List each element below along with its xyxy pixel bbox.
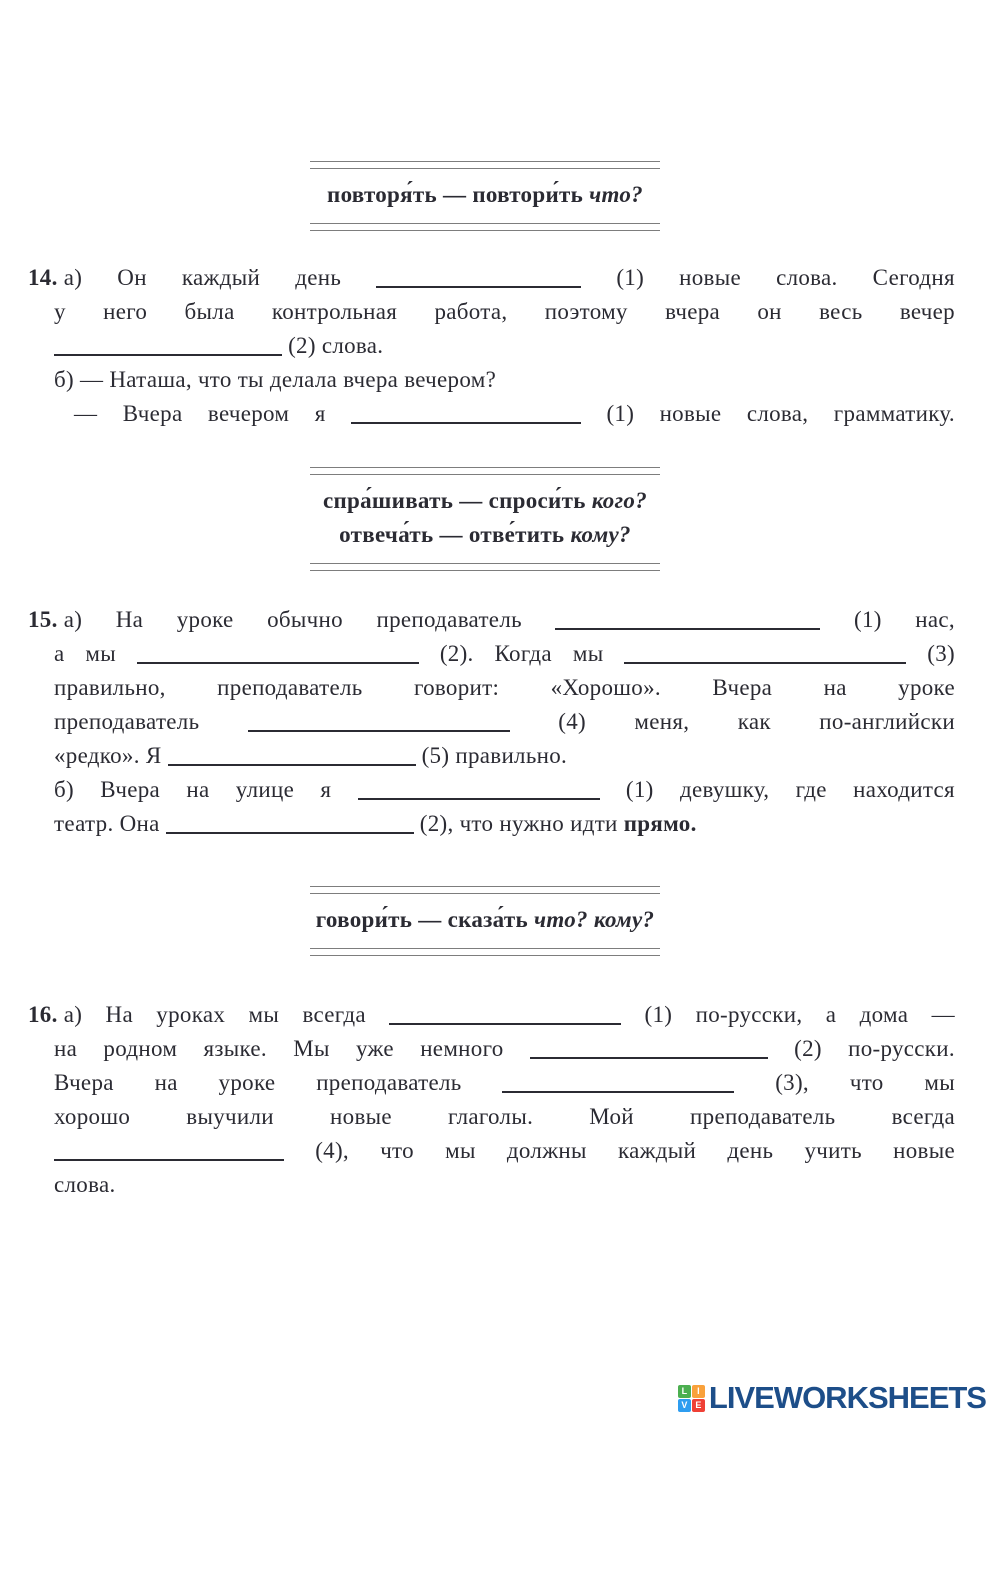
verb-pair: спра́шивать — спроси́ть: [322, 488, 586, 513]
word: находится: [853, 777, 955, 802]
exercise-line: [54, 1066, 955, 1100]
word: говорит:: [413, 675, 500, 700]
word: как: [737, 709, 771, 734]
word: слова,: [746, 401, 809, 426]
word: мы: [248, 1002, 280, 1027]
word: по-английски: [819, 709, 955, 734]
word: хорошо: [54, 1104, 131, 1129]
logo-square-l: L: [678, 1385, 691, 1398]
word: мы: [445, 1138, 476, 1163]
verb-pair-heading: [310, 518, 660, 552]
verb-pair-heading: [310, 903, 660, 937]
exercise-16: [0, 998, 1000, 1202]
word: Он: [117, 265, 147, 290]
exercise-line: [54, 1134, 955, 1168]
logo-square-v: V: [678, 1399, 691, 1412]
double-rule-bottom: [310, 223, 660, 231]
word: мы: [572, 641, 604, 666]
word: Когда: [494, 641, 552, 666]
exercise-line: [54, 671, 955, 705]
word: на: [54, 1036, 78, 1061]
word: (2).: [439, 641, 474, 666]
exercise-line: [28, 261, 955, 295]
word: (1): [625, 777, 654, 802]
word: меня,: [634, 709, 690, 734]
case-question: что?: [583, 182, 643, 207]
fill-in-blank[interactable]: [555, 615, 820, 630]
fill-in-blank[interactable]: [54, 1146, 284, 1161]
verb-pair: отвеча́ть — отве́тить: [339, 522, 565, 547]
word: «Хорошо».: [550, 675, 661, 700]
fill-in-blank[interactable]: [137, 649, 419, 664]
verb-pair: говори́ть — сказа́ть: [315, 907, 528, 932]
exercise-line: [54, 739, 955, 773]
text-run: слова.: [54, 1172, 116, 1197]
word: (4): [558, 709, 586, 734]
verb-pair-rows: [310, 475, 660, 563]
logo-square-i: I: [692, 1385, 705, 1398]
exercise-line: [54, 807, 955, 841]
word: а: [825, 1002, 837, 1027]
case-question: кого?: [585, 488, 647, 513]
exercise-line: [54, 1100, 955, 1134]
word: уже: [356, 1036, 394, 1061]
word: глаголы.: [448, 1104, 534, 1129]
fill-in-blank[interactable]: [168, 751, 416, 766]
word: уроке: [218, 1070, 276, 1095]
word: —: [74, 401, 98, 426]
word: преподаватель: [376, 607, 522, 632]
exercise-label: 14. а): [28, 265, 83, 290]
exercise-line: [28, 998, 955, 1032]
word: новые: [679, 265, 741, 290]
word: родном: [103, 1036, 178, 1061]
double-rule-top: [310, 161, 660, 169]
exercise-label: 16. а): [28, 1002, 83, 1027]
word: я: [314, 401, 326, 426]
word: (1): [606, 401, 635, 426]
fill-in-blank[interactable]: [351, 409, 581, 424]
word: вчера: [665, 299, 721, 324]
text-run: театр. Она: [54, 811, 160, 836]
word: всегда: [302, 1002, 366, 1027]
word: девушку,: [679, 777, 770, 802]
text-run: «редко». Я: [54, 743, 162, 768]
word: преподаватель: [217, 675, 363, 700]
text-run: (2) слова.: [288, 333, 384, 358]
fill-in-blank[interactable]: [248, 717, 510, 732]
word: уроке: [898, 675, 955, 700]
word: новые: [893, 1138, 955, 1163]
liveworksheets-logo-icon: [678, 1385, 705, 1412]
word: каждый: [617, 1138, 697, 1163]
fill-in-blank[interactable]: [530, 1044, 768, 1059]
exercise-line: [54, 329, 955, 363]
word: мы: [85, 641, 117, 666]
fill-in-blank[interactable]: [54, 341, 282, 356]
word: преподаватель: [54, 709, 200, 734]
word: уроке: [176, 607, 234, 632]
word: а: [54, 641, 65, 666]
fill-in-blank[interactable]: [376, 273, 581, 288]
word: Сегодня: [872, 265, 955, 290]
fill-in-blank[interactable]: [358, 785, 600, 800]
word: Вчера: [122, 401, 183, 426]
word: грамматику.: [833, 401, 955, 426]
word: вечером: [207, 401, 290, 426]
word: дома: [859, 1002, 909, 1027]
verb-pair-heading: [310, 178, 660, 212]
exercise-line: [54, 1168, 955, 1202]
exercise-number: 15.: [28, 607, 58, 632]
exercise-line: [54, 705, 955, 739]
word: преподаватель: [316, 1070, 462, 1095]
verb-pair-box-govorit: [310, 886, 660, 956]
word: день: [727, 1138, 774, 1163]
verb-pair-rows: [310, 894, 660, 948]
verb-pair: повторя́ть — повтори́ть: [327, 182, 584, 207]
exercise-number: 16.: [28, 1002, 58, 1027]
word: контрольная: [271, 299, 398, 324]
word: вечер: [899, 299, 955, 324]
word: (3): [927, 641, 955, 666]
exercise-line: [28, 603, 955, 637]
word: (1): [616, 265, 645, 290]
text-run: (2), что нужно идти: [419, 811, 618, 836]
exercise-line: [54, 773, 955, 807]
word: на: [186, 777, 210, 802]
word: Мы: [293, 1036, 330, 1061]
case-question: кому?: [564, 522, 631, 547]
word: обычно: [267, 607, 343, 632]
word: Мой: [589, 1104, 634, 1129]
double-rule-bottom: [310, 948, 660, 956]
fill-in-blank[interactable]: [624, 649, 906, 664]
word: у: [54, 299, 66, 324]
word: (1): [644, 1002, 673, 1027]
word: мы: [924, 1070, 955, 1095]
word: каждый: [181, 265, 261, 290]
verb-pair-box-povtoryat: [310, 161, 660, 231]
word: уроках: [156, 1002, 226, 1027]
word: На: [105, 1002, 133, 1027]
word: Вчера: [54, 1070, 114, 1095]
word: весь: [819, 299, 863, 324]
word: Вчера: [100, 777, 161, 802]
exercise-line: [54, 295, 955, 329]
exercise-line: [54, 1032, 955, 1066]
word: всегда: [891, 1104, 955, 1129]
word: я: [320, 777, 332, 802]
word: что: [849, 1070, 884, 1095]
word: него: [103, 299, 148, 324]
word: слова.: [776, 265, 838, 290]
word: по-русски.: [848, 1036, 955, 1061]
word: (3),: [775, 1070, 809, 1095]
text-run: прямо.: [623, 811, 697, 836]
word: (2): [794, 1036, 822, 1061]
verb-pair-box-sprashivat-otvechat: [310, 467, 660, 571]
liveworksheets-logo-text: LIVEWORKSHEETS: [708, 1380, 986, 1415]
exercise-15: [0, 603, 1000, 841]
verb-pair-rows: [310, 169, 660, 223]
word: выучили: [186, 1104, 274, 1129]
double-rule-bottom: [310, 563, 660, 571]
text-run: (5) правильно.: [421, 743, 568, 768]
word: Вчера: [712, 675, 773, 700]
exercise-14: [0, 261, 1000, 431]
word: должны: [506, 1138, 587, 1163]
word: преподаватель: [690, 1104, 836, 1129]
word: на: [823, 675, 847, 700]
word: была: [184, 299, 235, 324]
word: на: [154, 1070, 178, 1095]
logo-square-e: E: [692, 1399, 705, 1412]
exercise-number: 14.: [28, 265, 58, 290]
word: языке.: [203, 1036, 267, 1061]
double-rule-top: [310, 886, 660, 894]
fill-in-blank[interactable]: [389, 1010, 621, 1025]
exercise-label: 15. а): [28, 607, 83, 632]
footer: [0, 1380, 1000, 1416]
word: улице: [235, 777, 295, 802]
liveworksheets-logo[interactable]: [678, 1380, 986, 1416]
word: правильно,: [54, 675, 166, 700]
word: б): [54, 777, 74, 802]
word: где: [795, 777, 827, 802]
case-question: что? кому?: [527, 907, 655, 932]
verb-pair-heading: [310, 484, 660, 518]
text-run: б) — Наташа, что ты делала вчера вечером?: [54, 367, 497, 392]
word: день: [295, 265, 342, 290]
word: немного: [420, 1036, 504, 1061]
exercise-line: [74, 397, 955, 431]
word: новые: [659, 401, 722, 426]
word: На: [115, 607, 144, 632]
word: работа,: [434, 299, 508, 324]
word: —: [931, 1002, 955, 1027]
word: что: [380, 1138, 414, 1163]
word: (1): [854, 607, 882, 632]
word: поэтому: [544, 299, 628, 324]
fill-in-blank[interactable]: [502, 1078, 734, 1093]
word: он: [757, 299, 782, 324]
word: (4),: [315, 1138, 349, 1163]
word: учить: [804, 1138, 862, 1163]
fill-in-blank[interactable]: [166, 819, 414, 834]
double-rule-top: [310, 467, 660, 475]
exercise-line: [54, 363, 955, 397]
exercise-line: [54, 637, 955, 671]
word: нас,: [915, 607, 955, 632]
word: по-русски,: [695, 1002, 803, 1027]
word: новые: [330, 1104, 392, 1129]
